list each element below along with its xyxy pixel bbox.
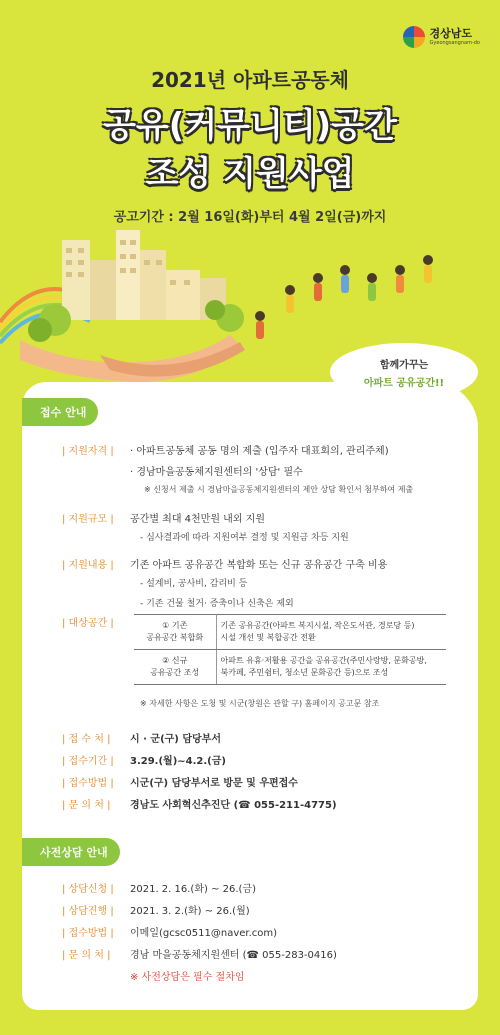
apartment-buildings-icon (62, 230, 226, 320)
gyeongnam-emblem-icon (403, 26, 425, 48)
target-note: ※ 자세한 사항은 도청 및 시군(창원은 관할 구) 홈페이지 공고문 참조 (140, 699, 380, 708)
scale-line1: 공간별 최대 4천만원 내외 지원 (130, 514, 265, 525)
content-line3: - 기존 건물 철거· 증축이나 신축은 제외 (140, 599, 294, 609)
people-dancing-icon (255, 255, 433, 339)
label-scale: | 지원규모 | (62, 514, 114, 525)
eligibility-note: ※ 신청서 제출 시 경남마을공동체지원센터의 제안 상담 확인서 첨부하여 제출 (144, 485, 414, 494)
consult-progress-value: 2021. 3. 2.(화) ~ 26.(월) (130, 906, 250, 917)
label-consult-progress: | 상담진행 | (62, 906, 114, 917)
contact-value: 경남도 사회혁신추진단 (☎ 055-211-4775) (130, 800, 337, 811)
gyeongnam-logo (403, 26, 480, 48)
method-value: 시군(구) 담당부서로 방문 및 우편접수 (130, 778, 298, 789)
label-method: | 접수방법 | (62, 778, 114, 789)
label-office: | 접 수 처 | (62, 734, 111, 745)
table-row: ① 기존 공유공간 복합화 기존 공유공간(아파트 복지시설, 작은도서관, 경로당 등) 시설 개선 및 복합공간 전환 (134, 615, 446, 650)
slogan-bubble (330, 343, 478, 401)
label-content: | 지원내용 | (62, 560, 114, 571)
label-target: | 대상공간 | (62, 618, 114, 629)
slogan-line1: 함께가꾸는 (379, 359, 429, 371)
consult-required-note: ※ 사전상담은 필수 절차임 (130, 972, 245, 983)
content-line2: - 설계비, 공사비, 감리비 등 (140, 579, 248, 589)
label-consult-method: | 접수방법 | (62, 928, 114, 939)
table-row: ② 신규 공유공간 조성 아파트 유휴·저활용 공간을 공유공간(주민사랑방, 문화공방, 북카페, 주민쉼터, 청소년 문화공간 등)으로 조성 (134, 650, 446, 685)
title-main-line2: 조성 지원사업 (145, 154, 355, 194)
label-consult-apply: | 상담신청 | (62, 884, 114, 895)
logo-name-en: Gyeongsangnam-do (429, 40, 480, 46)
section-tag-application: 접수 안내 (22, 398, 98, 426)
period-value: 3.29.(월)~4.2.(금) (130, 756, 226, 767)
consult-contact-value: 경남 마을공동체지원센터 (☎ 055-283-0416) (130, 950, 337, 961)
label-consult-contact: | 문 의 처 | (62, 950, 111, 961)
consult-apply-value: 2021. 2. 16.(화) ~ 26.(금) (130, 884, 256, 895)
announcement-period: 공고기간 : 2월 16일(화)부터 4월 2일(금)까지 (113, 210, 387, 225)
title-year-line: 2021년 아파트공동체 (151, 68, 349, 92)
consult-method-value: 이메일(gcsc0511@naver.com) (130, 928, 278, 939)
content-line1: 기존 아파트 공유공간 복합화 또는 신규 공유공간 구축 비용 (130, 560, 388, 571)
eligibility-line2: · 경남마을공동체지원센터의 '상담' 필수 (130, 467, 303, 478)
label-period: | 접수기간 | (62, 756, 114, 767)
cupped-hands-icon (20, 335, 245, 382)
logo-name-ko: 경상남도 (429, 27, 473, 40)
title-main-line1: 공유(커뮤니티)공간 (103, 106, 397, 146)
label-eligibility: | 지원자격 | (62, 446, 114, 457)
office-value: 시 · 군(구) 담당부서 (130, 734, 222, 745)
target-space-table (134, 614, 446, 685)
section-tag-consultation: 사전상담 안내 (22, 838, 120, 866)
label-contact: | 문 의 처 | (62, 800, 111, 811)
eligibility-line1: · 아파트공동체 공동 명의 제출 (입주자 대표회의, 관리주체) (130, 446, 389, 457)
slogan-line2: 아파트 공유공간!! (363, 377, 445, 389)
scale-line2: - 심사결과에 따라 지원여부 결정 및 지원금 차등 지원 (140, 533, 349, 543)
